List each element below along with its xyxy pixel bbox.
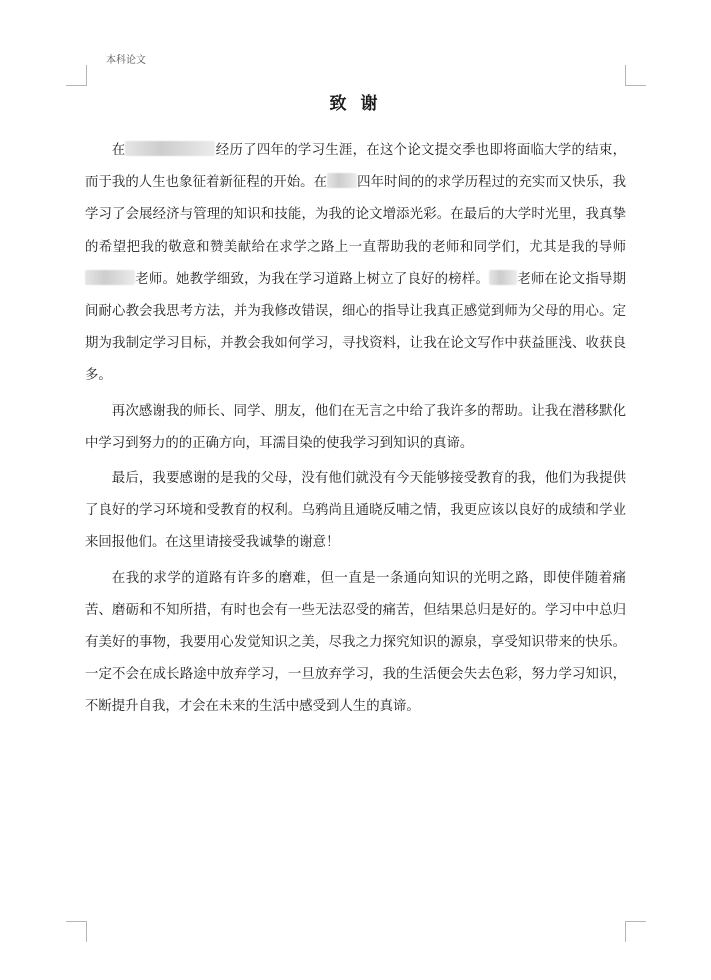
paragraph-text: 老师在论文指导期间耐心教会我思考方法，并为我修改错误，细心的指导让我真正感觉到师为父母的用心。定期为我制定学习目标，并教会我如何学习，寻找资料，让我在论文写作中获益匪浅、收获良多。 xyxy=(85,271,626,384)
redacted-text xyxy=(489,270,517,285)
page-corner-mark-bottom-right xyxy=(625,921,646,942)
redacted-text xyxy=(125,141,215,156)
redacted-text xyxy=(327,173,357,188)
paragraph xyxy=(85,396,626,460)
redacted-text xyxy=(85,270,135,285)
paragraph-text: 老师。她教学细致，为我在学习道路上树立了良好的榜样。 xyxy=(135,271,490,287)
page-corner-mark-top-left xyxy=(66,65,87,86)
page-title: 致 谢 xyxy=(329,94,382,114)
document-body xyxy=(85,135,626,727)
paragraph xyxy=(85,463,626,560)
paragraph-text: 四年时间的的求学历程过的充实而又快乐，我学习了会展经济与管理的知识和技能，为我的论文增添光彩。在最后的大学时光里，我真挚的希望把我的敬意和赞美献给在求学之路上一直帮助我的老师和同学们，尤其是我的导师 xyxy=(85,175,627,255)
paragraph-text: 在 xyxy=(111,143,126,158)
paragraph-text: 最后，我要感谢的是我的父母，没有他们就没有今天能够接受教育的我，他们为我提供了良好的学习环境和受教育的权利。乌鸦尚且通晓反哺之情，我更应该以良好的成绩和学业来回报他们。在这里请接受我诚挚的谢意！ xyxy=(85,471,626,551)
page-header: 本科论文 xyxy=(106,55,146,66)
paragraph-text: 经历了四年的学习生涯，在这个论文提交季也即将面临大学的结束，而于我的人生也象征着新征程的开始。在 xyxy=(85,143,627,191)
paragraph xyxy=(85,563,626,724)
paragraph xyxy=(85,135,626,393)
paragraph-text: 再次感谢我的师长、同学、朋友，他们在无言之中给了我许多的帮助。让我在潜移默化中学习到努力的的正确方向，耳濡目染的使我学习到知识的真谛。 xyxy=(85,403,626,451)
page-corner-mark-bottom-left xyxy=(66,921,87,942)
page-corner-mark-top-right xyxy=(625,65,646,86)
paragraph-text: 在我的求学的道路有许多的磨难，但一直是一条通向知识的光明之路，即使伴随着痛苦、磨砺和不知所措，有时也会有一些无法忍受的痛苦，但结果总归是好的。学习中中总归有美好的事物，我要用心发觉知识之美，尽我之力探究知识的源泉，享受知识带来的快乐。一定不会在成长路途中放弃学习，一旦放弃学习，我的生活便会失去色彩，努力学习知识，不断提升自我，才会在未来的生活中感受到人生的真谛。 xyxy=(85,570,626,715)
